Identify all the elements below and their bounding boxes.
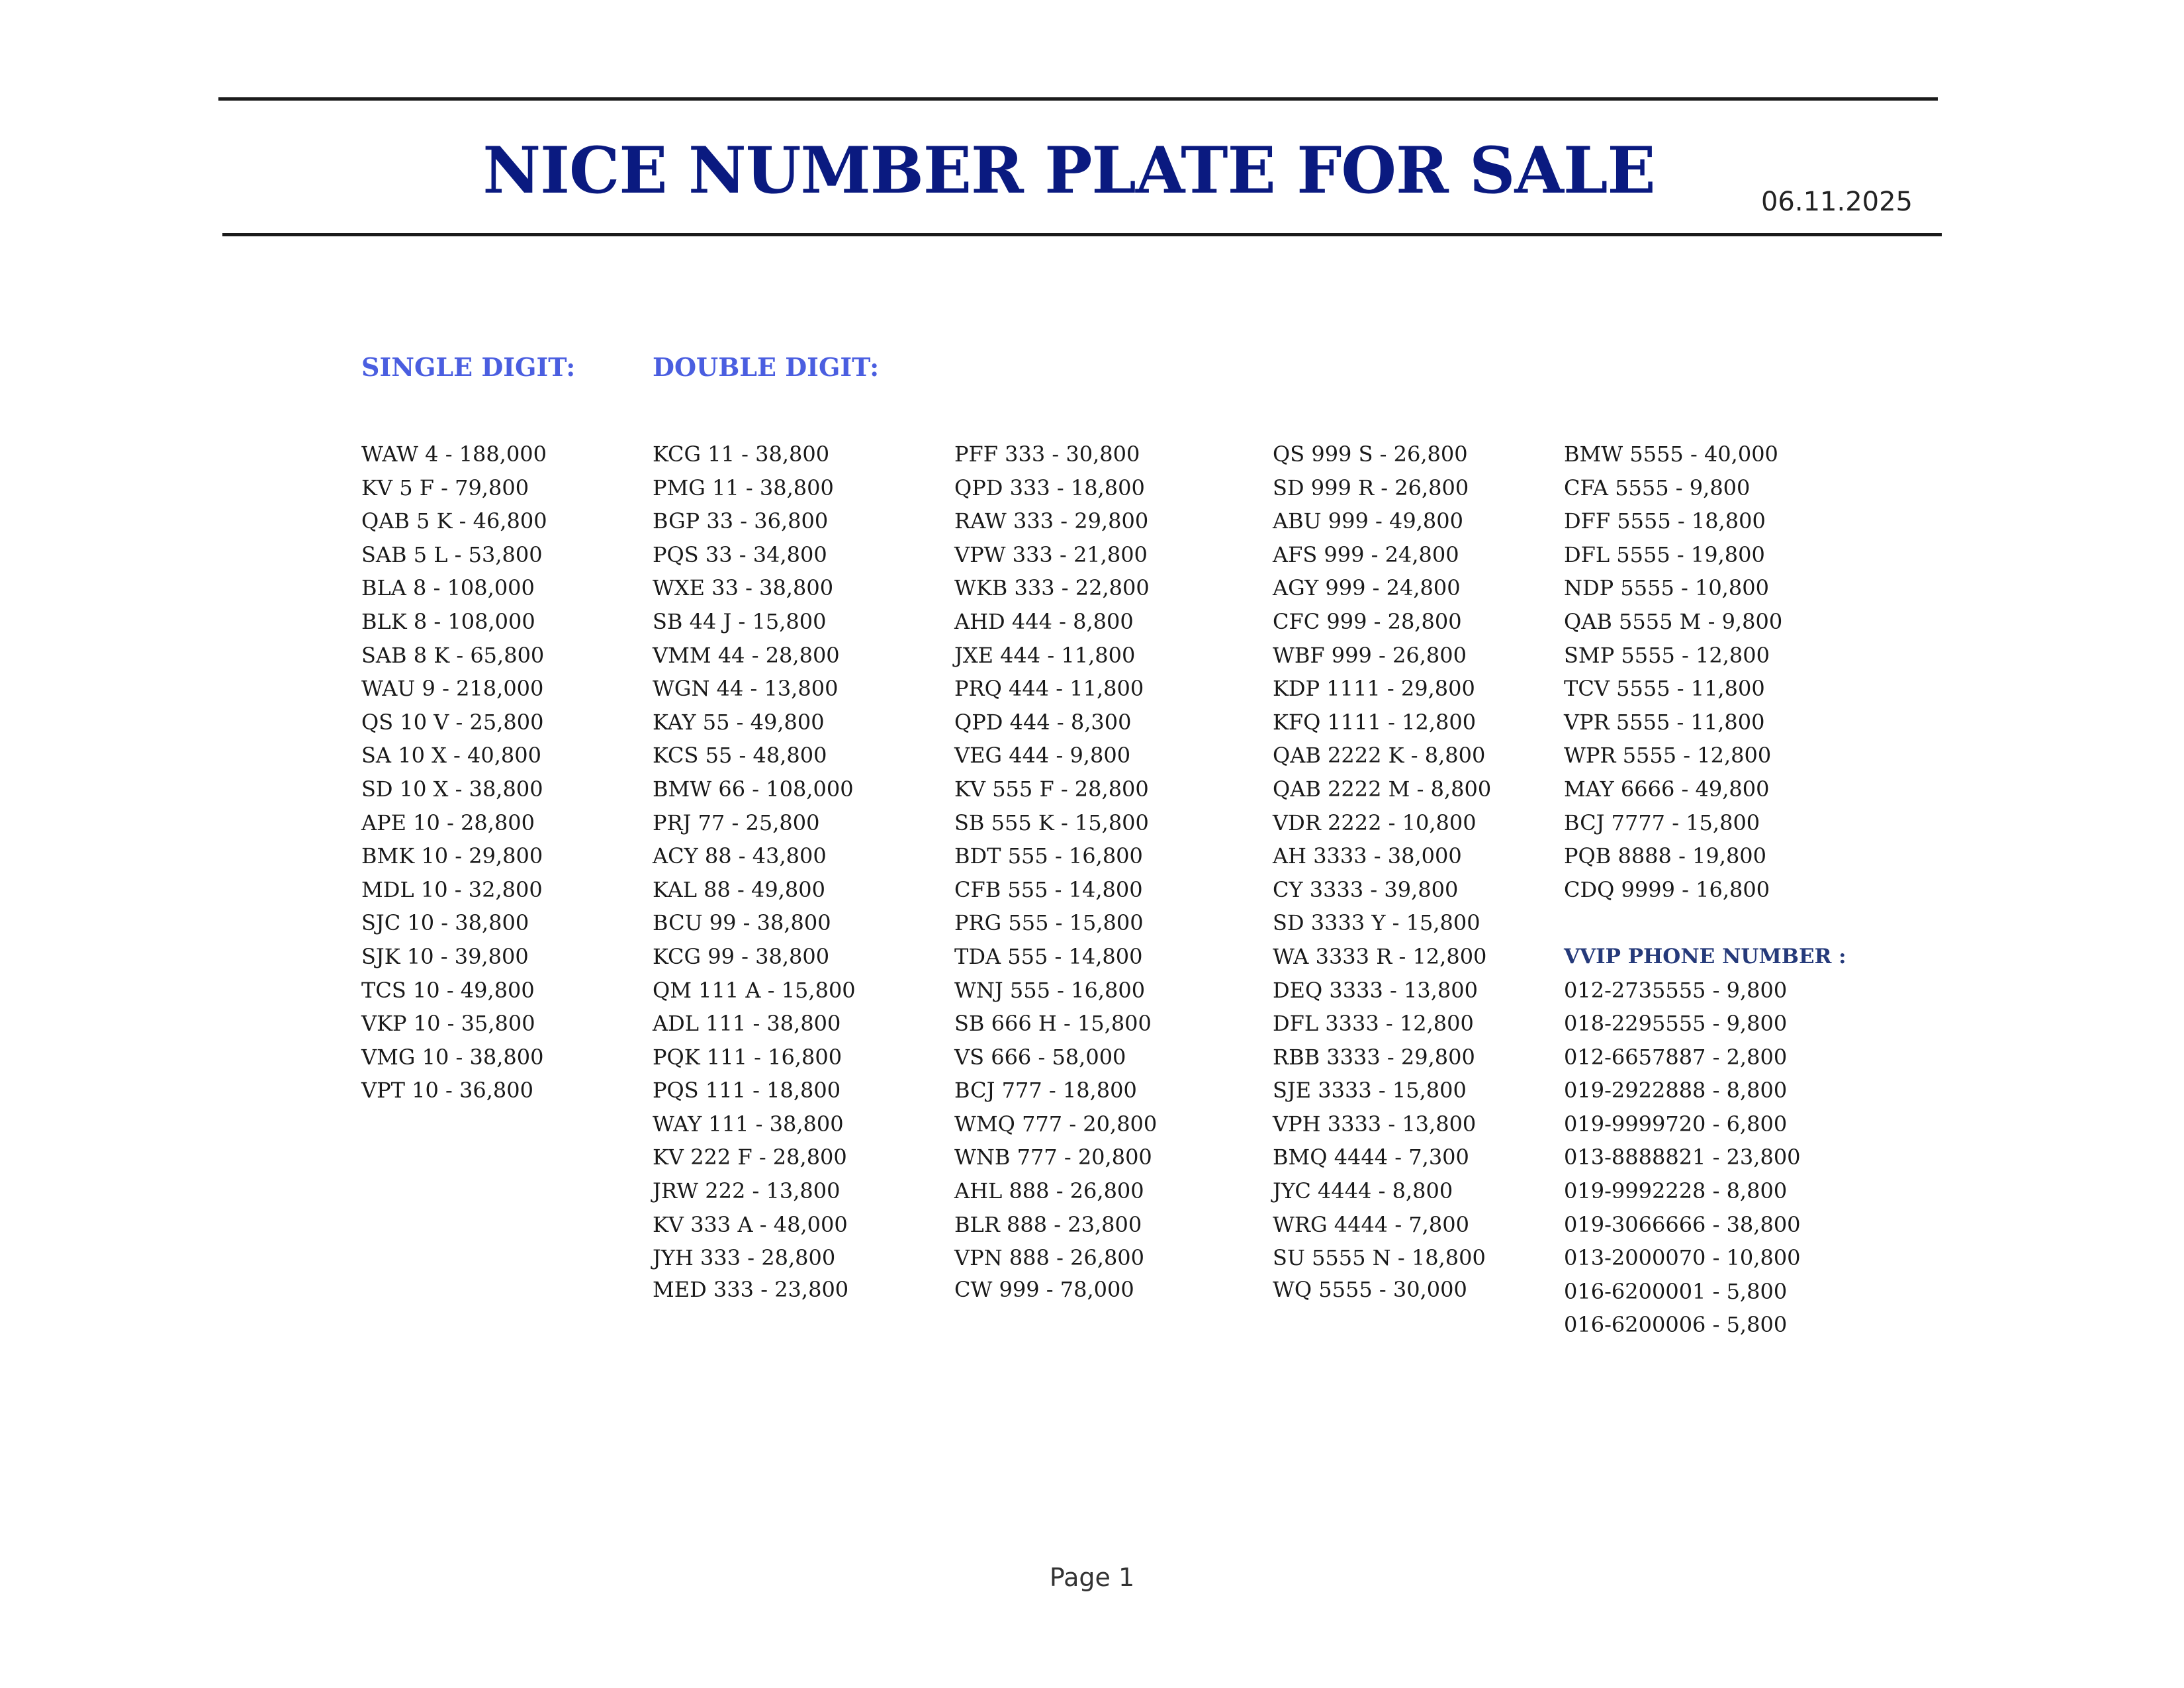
phone-listing: 016-6200001 - 5,800 — [1564, 1278, 1788, 1304]
plate-listing: AH 3333 - 38,000 — [1273, 843, 1462, 869]
plate-listing: KCG 99 - 38,800 — [653, 943, 830, 969]
page-date: 06.11.2025 — [1760, 187, 1913, 217]
plate-listing: BLK 8 - 108,000 — [361, 608, 535, 634]
plate-listing: PQK 111 - 16,800 — [653, 1044, 842, 1070]
plate-listing: DFL 5555 - 19,800 — [1564, 541, 1765, 567]
plate-listing: ABU 999 - 49,800 — [1273, 508, 1463, 534]
plate-listing: KCG 11 - 38,800 — [653, 442, 830, 467]
plate-listing: QAB 2222 M - 8,800 — [1273, 776, 1492, 802]
plate-listing: TCV 5555 - 11,800 — [1564, 676, 1765, 702]
plate-listing: KV 555 F - 28,800 — [954, 776, 1149, 802]
plate-listing: JXE 444 - 11,800 — [954, 642, 1136, 668]
plate-listing: BCU 99 - 38,800 — [653, 910, 831, 936]
plate-listing: WAU 9 - 218,000 — [361, 676, 544, 702]
plate-listing: BMQ 4444 - 7,300 — [1273, 1145, 1469, 1170]
double-digit-heading: DOUBLE DIGIT: — [653, 352, 880, 382]
plate-listing: SMP 5555 - 12,800 — [1564, 642, 1770, 668]
plate-listing: VS 666 - 58,000 — [954, 1044, 1126, 1070]
single-digit-list — [361, 438, 547, 1107]
plate-listing: SB 555 K - 15,800 — [954, 810, 1149, 835]
plate-listing: CDQ 9999 - 16,800 — [1564, 876, 1770, 902]
plate-listing: SA 10 X - 40,800 — [361, 743, 541, 769]
plate-listing: SAB 8 K - 65,800 — [361, 642, 545, 668]
plate-listing: PMG 11 - 38,800 — [653, 475, 834, 500]
plate-listing: WNB 777 - 20,800 — [954, 1145, 1152, 1170]
plate-listing: CW 999 - 78,000 — [954, 1276, 1134, 1302]
plate-listing: JYC 4444 - 8,800 — [1273, 1178, 1453, 1204]
phone-listing: 013-2000070 - 10,800 — [1564, 1245, 1801, 1271]
plate-listing: QAB 5555 M - 9,800 — [1564, 608, 1783, 634]
plate-listing: DFL 3333 - 12,800 — [1273, 1011, 1474, 1037]
plate-listing: QAB 5 K - 46,800 — [361, 508, 547, 534]
plate-listing: WXE 33 - 38,800 — [653, 575, 834, 601]
phone-listing: 019-3066666 - 38,800 — [1564, 1211, 1801, 1237]
plate-listing: KV 222 F - 28,800 — [653, 1145, 847, 1170]
plate-listing: QS 10 V - 25,800 — [361, 709, 544, 735]
plate-listing: CFB 555 - 14,800 — [954, 876, 1143, 902]
phone-listing: 016-6200006 - 5,800 — [1564, 1312, 1788, 1338]
plate-listing: KDP 1111 - 29,800 — [1273, 676, 1475, 702]
plate-listing: SU 5555 N - 18,800 — [1273, 1245, 1486, 1271]
plate-listing: SB 666 H - 15,800 — [954, 1011, 1152, 1037]
plate-listing: PRQ 444 - 11,800 — [954, 676, 1144, 702]
plate-listing: DEQ 3333 - 13,800 — [1273, 977, 1478, 1003]
plate-listing: BMK 10 - 29,800 — [361, 843, 543, 869]
plate-listing: WKB 333 - 22,800 — [954, 575, 1150, 601]
five-digit-list — [1564, 438, 1846, 1342]
plate-listing: SJE 3333 - 15,800 — [1273, 1078, 1467, 1103]
header-top-rule — [218, 97, 1938, 101]
plate-listing: ACY 88 - 43,800 — [653, 843, 827, 869]
plate-listing: MAY 6666 - 49,800 — [1564, 776, 1770, 802]
phone-listing: 019-9992228 - 8,800 — [1564, 1178, 1788, 1204]
plate-listing: WMQ 777 - 20,800 — [954, 1111, 1158, 1137]
phone-listing: 018-2295555 - 9,800 — [1564, 1011, 1788, 1037]
plate-listing: PQS 33 - 34,800 — [653, 541, 827, 567]
plate-listing: VPR 5555 - 11,800 — [1564, 709, 1765, 735]
plate-listing: WPR 5555 - 12,800 — [1564, 743, 1772, 769]
plate-listing: VMM 44 - 28,800 — [653, 642, 840, 668]
plate-listing: BLA 8 - 108,000 — [361, 575, 535, 601]
plate-listing: AHL 888 - 26,800 — [954, 1178, 1144, 1204]
phone-listing: 012-6657887 - 2,800 — [1564, 1044, 1788, 1070]
plate-listing: KFQ 1111 - 12,800 — [1273, 709, 1477, 735]
triple-digit-list — [954, 438, 1157, 1304]
header-bottom-rule — [222, 233, 1942, 236]
plate-listing: SJC 10 - 38,800 — [361, 910, 529, 936]
plate-listing: AGY 999 - 24,800 — [1273, 575, 1461, 601]
plate-listing: RAW 333 - 29,800 — [954, 508, 1149, 534]
plate-listing: SAB 5 L - 53,800 — [361, 541, 543, 567]
plate-listing: WAW 4 - 188,000 — [361, 442, 547, 467]
plate-listing: WQ 5555 - 30,000 — [1273, 1276, 1467, 1302]
plate-listing: TCS 10 - 49,800 — [361, 977, 535, 1003]
four-digit-list — [1273, 438, 1491, 1304]
plate-listing: RBB 3333 - 29,800 — [1273, 1044, 1475, 1070]
plate-listing: PQB 8888 - 19,800 — [1564, 843, 1767, 869]
plate-listing: JRW 222 - 13,800 — [653, 1178, 841, 1204]
plate-listing: WRG 4444 - 7,800 — [1273, 1211, 1469, 1237]
plate-listing: PRJ 77 - 25,800 — [653, 810, 820, 835]
plate-listing: PFF 333 - 30,800 — [954, 442, 1140, 467]
vvip-phone-heading: VVIP PHONE NUMBER : — [1564, 944, 1846, 968]
plate-listing: KV 333 A - 48,000 — [653, 1211, 848, 1237]
double-digit-list — [653, 438, 856, 1304]
plate-listing: SJK 10 - 39,800 — [361, 943, 529, 969]
plate-listing: WBF 999 - 26,800 — [1273, 642, 1467, 668]
plate-listing: KAY 55 - 49,800 — [653, 709, 825, 735]
plate-listing: KAL 88 - 49,800 — [653, 876, 825, 902]
plate-listing: CY 3333 - 39,800 — [1273, 876, 1459, 902]
plate-listing: KCS 55 - 48,800 — [653, 743, 827, 769]
plate-listing: VEG 444 - 9,800 — [954, 743, 1131, 769]
plate-listing: AHD 444 - 8,800 — [954, 608, 1134, 634]
plate-listing: VPN 888 - 26,800 — [954, 1245, 1145, 1271]
plate-listing: QM 111 A - 15,800 — [653, 977, 856, 1003]
plate-listing: VPH 3333 - 13,800 — [1273, 1111, 1477, 1137]
plate-listing: WNJ 555 - 16,800 — [954, 977, 1146, 1003]
plate-listing: SB 44 J - 15,800 — [653, 608, 827, 634]
list-spacer — [1564, 906, 1846, 940]
plate-listing: WA 3333 R - 12,800 — [1273, 943, 1487, 969]
plate-listing: MED 333 - 23,800 — [653, 1276, 849, 1302]
plate-listing: BDT 555 - 16,800 — [954, 843, 1143, 869]
plate-listing: BMW 66 - 108,000 — [653, 776, 854, 802]
plate-listing: APE 10 - 28,800 — [361, 810, 535, 835]
plate-listing: BLR 888 - 23,800 — [954, 1211, 1142, 1237]
plate-listing: PQS 111 - 18,800 — [653, 1078, 841, 1103]
plate-listing: QAB 2222 K - 8,800 — [1273, 743, 1486, 769]
phone-listing: 013-8888821 - 23,800 — [1564, 1145, 1801, 1170]
plate-listing: MDL 10 - 32,800 — [361, 876, 543, 902]
plate-listing: QS 999 S - 26,800 — [1273, 442, 1468, 467]
phone-listing: 012-2735555 - 9,800 — [1564, 977, 1788, 1003]
plate-listing: SD 999 R - 26,800 — [1273, 475, 1469, 500]
phone-listing: 019-2922888 - 8,800 — [1564, 1078, 1788, 1103]
plate-listing: TDA 555 - 14,800 — [954, 943, 1143, 969]
plate-listing: PRG 555 - 15,800 — [954, 910, 1144, 936]
plate-listing: QPD 444 - 8,300 — [954, 709, 1132, 735]
plate-listing: BCJ 777 - 18,800 — [954, 1078, 1137, 1103]
phone-listing: 019-9999720 - 6,800 — [1564, 1111, 1788, 1137]
plate-listing: VDR 2222 - 10,800 — [1273, 810, 1477, 835]
plate-listing: BGP 33 - 36,800 — [653, 508, 829, 534]
plate-listing: BMW 5555 - 40,000 — [1564, 442, 1778, 467]
plate-listing: WGN 44 - 13,800 — [653, 676, 839, 702]
page-number: Page 1 — [1049, 1563, 1135, 1592]
plate-listing: AFS 999 - 24,800 — [1273, 541, 1459, 567]
plate-listing: VPW 333 - 21,800 — [954, 541, 1148, 567]
plate-listing: VPT 10 - 36,800 — [361, 1078, 533, 1103]
plate-listing: CFA 5555 - 9,800 — [1564, 475, 1751, 500]
page-title: NICE NUMBER PLATE FOR SALE — [482, 133, 1655, 208]
plate-listing: JYH 333 - 28,800 — [653, 1245, 836, 1271]
plate-listing: CFC 999 - 28,800 — [1273, 608, 1462, 634]
plate-listing: SD 3333 Y - 15,800 — [1273, 910, 1480, 936]
plate-listing: WAY 111 - 38,800 — [653, 1111, 844, 1137]
plate-listing: ADL 111 - 38,800 — [653, 1011, 841, 1037]
plate-listing: VKP 10 - 35,800 — [361, 1011, 535, 1037]
single-digit-heading: SINGLE DIGIT: — [361, 352, 576, 382]
plate-listing: KV 5 F - 79,800 — [361, 475, 529, 500]
plate-listing: BCJ 7777 - 15,800 — [1564, 810, 1760, 835]
plate-listing: DFF 5555 - 18,800 — [1564, 508, 1766, 534]
plate-listing: VMG 10 - 38,800 — [361, 1044, 544, 1070]
plate-listing: NDP 5555 - 10,800 — [1564, 575, 1769, 601]
plate-listing: SD 10 X - 38,800 — [361, 776, 543, 802]
plate-listing: QPD 333 - 18,800 — [954, 475, 1145, 500]
